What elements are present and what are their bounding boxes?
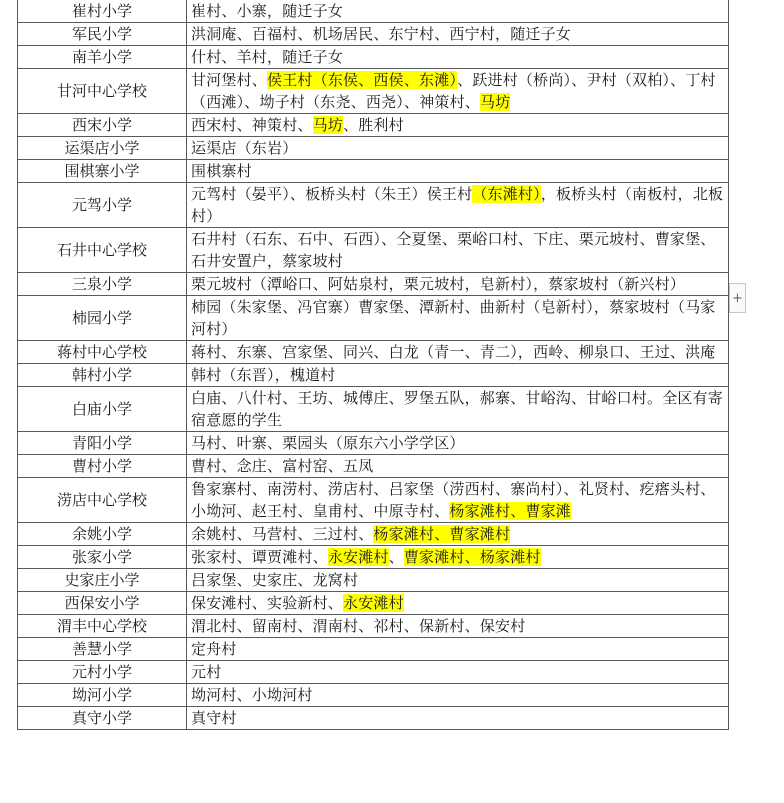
table-row <box>18 341 729 364</box>
school-name-cell: 军民小学 <box>18 23 187 46</box>
table-row <box>18 69 729 114</box>
area-text: 柿园（朱家堡、冯官寨）曹家堡、潭新村、曲新村（皂新村），蔡家坡村（马家河村） <box>191 298 716 338</box>
area-text: 坳河村、小坳河村 <box>191 686 313 704</box>
catchment-area-cell <box>187 341 729 364</box>
highlighted-text: 曹家滩村、杨家滩村 <box>403 548 541 566</box>
school-name-cell: 史家庄小学 <box>18 569 187 592</box>
catchment-area-cell <box>187 23 729 46</box>
school-name-cell: 甘河中心学校 <box>18 69 187 114</box>
area-text: 曹村、念庄、富村窑、五凤 <box>191 457 374 475</box>
area-text: 运渠店（东岩） <box>191 139 298 157</box>
area-text: 、 <box>388 548 404 566</box>
school-name-cell: 善慧小学 <box>18 638 187 661</box>
catchment-area-cell <box>187 638 729 661</box>
school-name-cell: 韩村小学 <box>18 364 187 387</box>
table-row <box>18 707 729 730</box>
area-text: 、胜利村 <box>343 116 404 134</box>
area-text: 元村 <box>191 663 222 681</box>
school-name-cell: 崔村小学 <box>18 0 187 23</box>
area-text: 什村、羊村，随迁子女 <box>191 48 344 66</box>
catchment-area-cell <box>187 0 729 23</box>
catchment-area-cell <box>187 478 729 523</box>
school-name-cell: 真守小学 <box>18 707 187 730</box>
area-text: 真守村 <box>191 709 237 727</box>
school-name-cell: 元村小学 <box>18 661 187 684</box>
area-text: 韩村（东晋），槐道村 <box>191 366 336 384</box>
catchment-area-cell <box>187 615 729 638</box>
table-row <box>18 273 729 296</box>
school-name-cell: 涝店中心学校 <box>18 478 187 523</box>
area-text: 石井村（石东、石中、石西）、仝夏堡、栗峪口村、下庄、栗元坡村、曹家堡、石井安置户，蔡家坡村 <box>191 230 716 270</box>
catchment-area-cell <box>187 69 729 114</box>
school-name-cell: 白庙小学 <box>18 387 187 432</box>
highlighted-text: 永安滩村 <box>343 594 404 612</box>
school-name-cell: 西保安小学 <box>18 592 187 615</box>
catchment-area-cell <box>187 707 729 730</box>
area-text: 保安滩村、实验新村、 <box>191 594 344 612</box>
area-text: 张家村、谭贾滩村、 <box>191 548 328 566</box>
table-row <box>18 364 729 387</box>
school-name-cell: 曹村小学 <box>18 455 187 478</box>
table-row <box>18 546 729 569</box>
highlighted-text: 杨家滩村、曹家滩 <box>449 502 572 520</box>
catchment-area-cell <box>187 273 729 296</box>
area-text: 定舟村 <box>191 640 237 658</box>
catchment-area-cell <box>187 661 729 684</box>
table-row <box>18 615 729 638</box>
area-text: 蒋村、东寨、宫家堡、同兴、白龙（青一、青二），西岭、柳泉口、王过、洪庵 <box>191 343 716 361</box>
table-row <box>18 46 729 69</box>
area-text: ，板桥头村（南板村，北板村） <box>191 185 724 225</box>
catchment-area-cell <box>187 455 729 478</box>
school-name-cell: 坳河小学 <box>18 684 187 707</box>
school-name-cell: 青阳小学 <box>18 432 187 455</box>
catchment-area-cell <box>187 228 729 273</box>
area-text: 崔村、小寨，随迁子女 <box>191 2 344 20</box>
highlighted-text: 马坊 <box>480 93 511 111</box>
table-row <box>18 432 729 455</box>
area-text: 甘河堡村、 <box>191 71 268 89</box>
table-row <box>18 183 729 228</box>
area-text: 元驾村（晏平）、板桥头村（朱王）侯王村 <box>191 185 473 203</box>
catchment-area-cell <box>187 523 729 546</box>
area-text: 白庙、八什村、王坊、城傅庄、罗堡五队，郝寨、甘峪沟、甘峪口村。全区有寄宿意愿的学生 <box>191 389 724 429</box>
table-row <box>18 523 729 546</box>
area-text: 余姚村、马营村、三过村、 <box>191 525 374 543</box>
table-row <box>18 661 729 684</box>
area-text: 渭北村、留南村、渭南村、祁村、保新村、保安村 <box>191 617 526 635</box>
area-text: 鲁家寨村、南涝村、涝店村、吕家堡（涝西村、寨尚村）、礼贤村、疙瘩头村、小坳河、赵王村、皇甫村、中原寺村、 <box>191 480 716 520</box>
school-name-cell: 西宋小学 <box>18 114 187 137</box>
school-name-cell: 蒋村中心学校 <box>18 341 187 364</box>
area-text: 围棋寨村 <box>191 162 252 180</box>
table-body <box>18 0 729 730</box>
catchment-area-cell <box>187 137 729 160</box>
table-row <box>18 228 729 273</box>
table-row <box>18 296 729 341</box>
catchment-area-cell <box>187 546 729 569</box>
table-row <box>18 455 729 478</box>
school-name-cell: 石井中心学校 <box>18 228 187 273</box>
table-row <box>18 114 729 137</box>
area-text: 栗元坡村（潭峪口、阿姑泉村，栗元坡村，皂新村），蔡家坡村（新兴村） <box>191 275 686 293</box>
highlighted-text: 侯王村（东侯、西侯、东滩） <box>267 71 458 89</box>
area-text: 西宋村、神策村、 <box>191 116 313 134</box>
area-text: 马村、叶寨、栗园头（原东六小学学区） <box>191 434 465 452</box>
catchment-area-cell <box>187 569 729 592</box>
area-text: 洪洞庵、百福村、机场居民、东宁村、西宁村，随迁子女 <box>191 25 572 43</box>
catchment-area-cell <box>187 592 729 615</box>
table-row <box>18 23 729 46</box>
table-row <box>18 137 729 160</box>
table-row <box>18 478 729 523</box>
school-name-cell: 围棋寨小学 <box>18 160 187 183</box>
catchment-area-cell <box>187 684 729 707</box>
table-row <box>18 684 729 707</box>
school-name-cell: 渭丰中心学校 <box>18 615 187 638</box>
table-row <box>18 592 729 615</box>
school-name-cell: 柿园小学 <box>18 296 187 341</box>
school-name-cell: 元驾小学 <box>18 183 187 228</box>
area-text: 、跃进村（桥尚）、尹村（双柏）、丁村（西滩）、坳子村（东尧、西尧）、神策村、 <box>191 71 716 111</box>
catchment-area-cell <box>187 46 729 69</box>
table-row <box>18 387 729 432</box>
table-row <box>18 0 729 23</box>
catchment-area-cell <box>187 387 729 432</box>
catchment-area-cell <box>187 183 729 228</box>
school-name-cell: 运渠店小学 <box>18 137 187 160</box>
table-row <box>18 160 729 183</box>
catchment-area-cell <box>187 364 729 387</box>
table-row <box>18 638 729 661</box>
school-name-cell: 三泉小学 <box>18 273 187 296</box>
table-row <box>18 569 729 592</box>
catchment-area-cell <box>187 160 729 183</box>
school-name-cell: 南羊小学 <box>18 46 187 69</box>
highlighted-text: 杨家滩村、曹家滩村 <box>373 525 511 543</box>
catchment-area-cell <box>187 432 729 455</box>
catchment-area-cell <box>187 296 729 341</box>
highlighted-text: 马坊 <box>312 116 344 134</box>
catchment-area-cell <box>187 114 729 137</box>
school-name-cell: 余姚小学 <box>18 523 187 546</box>
add-icon[interactable]: + <box>729 283 746 313</box>
school-district-table <box>17 0 729 730</box>
highlighted-text: 永安滩村 <box>327 548 389 566</box>
highlighted-text: （东滩村） <box>472 185 541 203</box>
area-text: 吕家堡、史家庄、龙窝村 <box>191 571 359 589</box>
school-name-cell: 张家小学 <box>18 546 187 569</box>
